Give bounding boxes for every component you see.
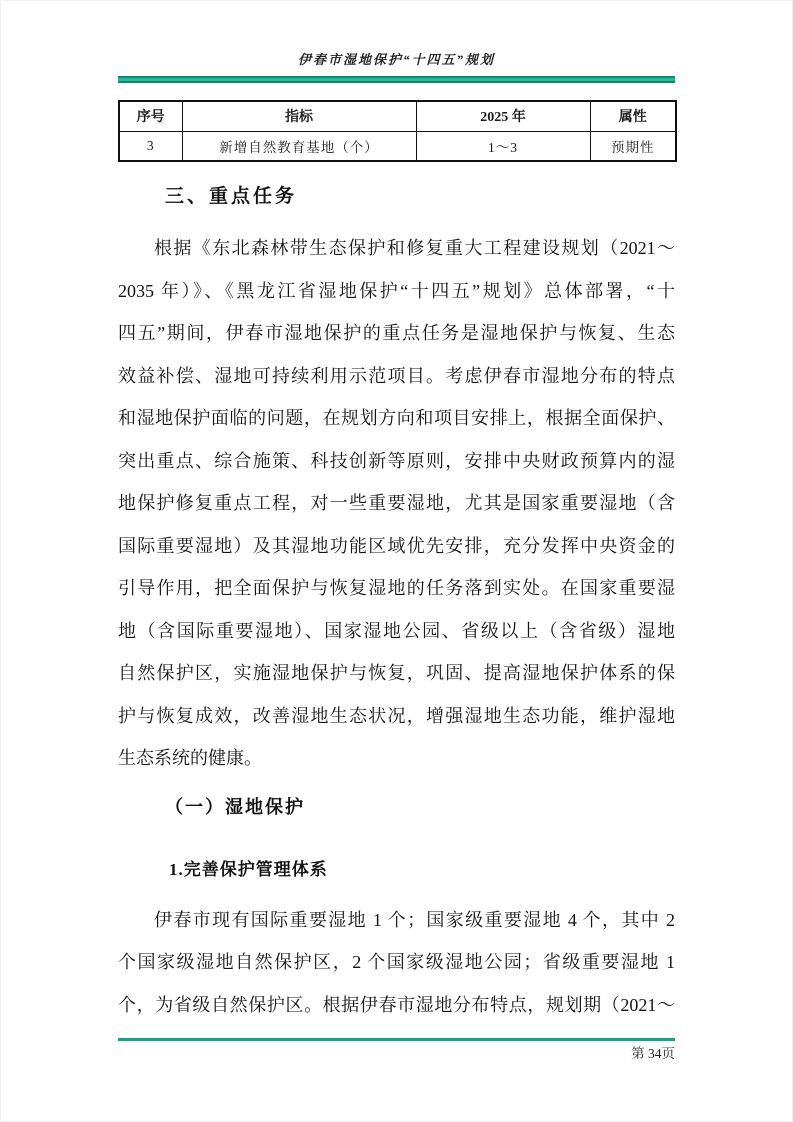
paragraph-line: 引导作用，把全面保护与恢复湿地的任务落到实处。在国家重要湿 [118,578,675,598]
header-rule [118,76,675,83]
table-body [119,131,676,161]
paragraph-key-tasks [118,227,675,780]
table-cell: 3 [119,131,182,161]
paragraph-line: 地保护修复重点工程，对一些重要湿地，尤其是国家重要湿地（含 [118,493,675,513]
paragraph-line: 效益补偿、湿地可持续利用示范项目。考虑伊春市湿地分布的特点 [118,365,675,386]
paragraph-line: 国际重要湿地）及其湿地功能区域优先安排，充分发挥中央资金的 [118,535,675,556]
table-header-cell: 2025 年 [416,101,590,131]
document-header-title: 伊春市湿地保护“十四五”规划 [297,52,495,67]
paragraph-line: 个国家级湿地自然保护区，2 个国家级湿地公园；省级重要湿地 1 [118,952,675,972]
subsubsection-heading-management-system: 1.完善保护管理体系 [169,859,328,879]
table-cell: 预期性 [590,131,676,161]
table-row [119,131,676,161]
paragraph-line: 伊春市现有国际重要湿地 1 个；国家级重要湿地 4 个，其中 2 [154,909,675,930]
paragraph-line: 根据《东北森林带生态保护和修复重大工程建设规划（2021～ [154,238,675,258]
table-header-row [119,101,676,131]
table-header-cell: 序号 [119,101,182,131]
paragraph-line: 和湿地保护面临的问题，在规划方向和项目安排上，根据全面保护、 [118,408,675,428]
table-cell: 新增自然教育基地（个） [182,131,416,161]
paragraph-line: 突出重点、综合施策、科技创新等原则，安排中央财政预算内的湿 [118,450,675,471]
paragraph-line: 2035 年）》、《黑龙江省湿地保护“十四五”规划》总体部署，“十 [118,280,675,301]
table-header-cell: 指标 [182,101,416,131]
page-content [118,1,675,1063]
paragraph-wetland-protection [118,899,675,1027]
indicators-table [118,100,677,162]
subsection-heading-wetland-protection: （一）湿地保护 [165,796,305,817]
paragraph-line: 护与恢复成效，改善湿地生态状况，增强湿地生态功能，维护湿地 [118,705,675,726]
paragraph-line: 四五”期间，伊春市湿地保护的重点任务是湿地保护与恢复、生态 [118,323,675,343]
page-number: 第 34页 [631,1046,675,1061]
footer-rule [118,1038,675,1041]
paragraph-line: 地（含国际重要湿地）、国家湿地公园、省级以上（含省级）湿地 [118,620,675,641]
table-header-cell: 属性 [590,101,676,131]
table-cell: 1～3 [416,131,590,161]
paragraph-line: 自然保护区，实施湿地保护与恢复，巩固、提高湿地保护体系的保 [118,663,675,683]
section-heading-key-tasks: 三、重点任务 [165,186,298,207]
paragraph-line: 生态系统的健康。 [118,748,262,768]
paragraph-line: 个，为省级自然保护区。根据伊春市湿地分布特点，规划期（2021～ [118,994,675,1015]
